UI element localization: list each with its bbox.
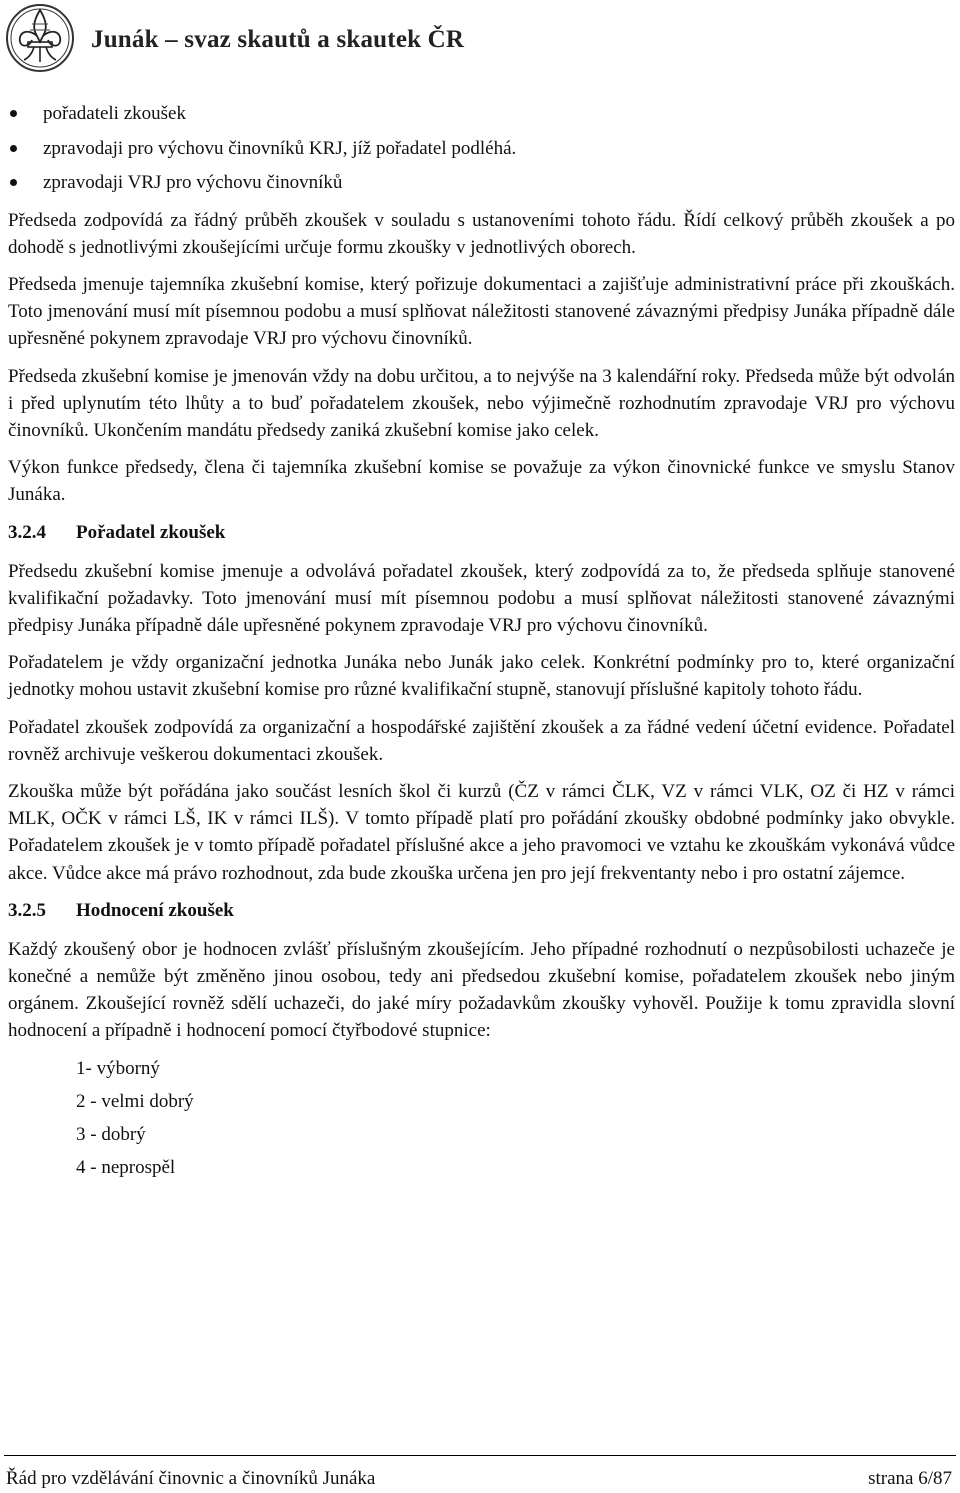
section-title: Pořadatel zkoušek — [76, 521, 226, 543]
paragraph: Každý zkoušený obor je hodnocen zvlášť příslušným zkoušejícím. Jeho případné rozhodnutí o nezpůsobilosti uchazeče je konečné a nemůže být změněno jinou osobou, tedy ani předsedou zkušební komise, pořadatelem zkoušek nebo jiným orgánem. Zkoušející rovněž sdělí uchazeči, do jaké míry požadavkům zkoušky vyhověl. Použije k tomu zpravidla slovní hodnocení a případně i hodnocení pomocí čtyřbodové stupnice: — [8, 938, 955, 1042]
footer-document-title: Řád pro vzdělávání činovnic a činovníků Junáka — [6, 1468, 376, 1489]
list-item: zpravodaji VRJ pro výchovu činovníků — [8, 169, 955, 204]
section-title: Hodnocení zkoušek — [76, 899, 234, 921]
section-number: 3.2.5 — [8, 899, 46, 921]
paragraph: Zkouška může být pořádána jako součást lesních škol či kurzů (ČZ v rámci ČLK, VZ v rámci VLK, OZ či HZ v rámci MLK, OČK v rámci LŠ, IK v rámci ILŠ). V tomto případě platí pro pořádání zkoušky obdobné podmínky jako obvykle. Pořadatelem zkoušek je v tomto případě pořadatel příslušné akce a jeho pravomoci ve vztahu ke zkouškám vykonává vůdce akce. Vůdce akce má právo rozhodnout, zda bude zkouška určena jen pro její frekventanty nebo i pro ostatní zájemce. — [8, 780, 955, 884]
paragraph: Pořadatel zkoušek zodpovídá za organizační a hospodářské zajištění zkoušek a za řádné vedení účetní evidence. Pořadatel rovněž archivuje veškerou dokumentaci zkoušek. — [8, 716, 955, 765]
recipient-list — [8, 100, 955, 204]
header-title: Junák – svaz skautů a skautek ČR — [91, 26, 465, 53]
page-header — [0, 0, 960, 80]
footer-divider — [4, 1455, 956, 1456]
list-item: zpravodaji pro výchovu činovníků KRJ, jíž pořadatel podléhá. — [8, 135, 955, 170]
scale-item: 2 - velmi dobrý — [76, 1090, 194, 1112]
scale-item: 3 - dobrý — [76, 1123, 146, 1145]
paragraph: Výkon funkce předsedy, člena či tajemníka zkušební komise se považuje za výkon činovnické funkce ve smyslu Stanov Junáka. — [8, 457, 955, 506]
paragraph: Předseda zodpovídá za řádný průběh zkoušek v souladu s ustanoveními tohoto řádu. Řídí celkový průběh zkoušek a po dohodě s jednotlivými zkoušejícími určuje formu zkoušky v jednotlivých oborech. — [8, 209, 955, 258]
section-heading-3-2-4 — [8, 519, 955, 546]
list-item: pořadateli zkoušek — [8, 100, 955, 135]
paragraph: Předseda jmenuje tajemníka zkušební komise, který pořizuje dokumentaci a zajišťuje administrativní práce při zkouškách. Toto jmenování musí mít písemnou podobu a musí splňovat náležitosti stanovené závaznými předpisy Junáka případně dále upřesněné pokynem zpravodaje VRJ pro výchovu činovníků. — [8, 273, 955, 350]
paragraph: Předseda zkušební komise je jmenován vždy na dobu určitou, a to nejvýše na 3 kalendářní roky. Předseda může být odvolán i před uplynutím této lhůty a to buď pořadatelem zkoušek, nebo výjimečně rozhodnutím zpravodaje VRJ pro výchovu činovníků. Ukončením mandátu předsedy zaniká zkušební komise jako celek. — [8, 365, 955, 441]
junak-lily-logo-icon — [4, 2, 76, 74]
paragraph: Předsedu zkušební komise jmenuje a odvolává pořadatel zkoušek, který zodpovídá za to, že předseda splňuje stanovené kvalifikační požadavky. Toto jmenování musí mít písemnou podobu a musí splňovat náležitosti stanovené závaznými předpisy Junáka případně dále upřesněné pokynem zpravodaje VRJ pro výchovu činovníků. — [8, 560, 955, 636]
section-heading-3-2-5 — [8, 897, 955, 924]
document-body — [8, 100, 955, 1187]
footer-page-number: strana 6/87 — [868, 1468, 952, 1489]
scale-item: 4 - neprospěl — [76, 1156, 176, 1178]
scale-item: 1- výborný — [76, 1057, 160, 1079]
grading-scale — [76, 1055, 955, 1187]
paragraph: Pořadatelem je vždy organizační jednotka Junáka nebo Junák jako celek. Konkrétní podmínky pro to, které organizační jednotky mohou ustavit zkušební komise pro různé kvalifikační stupně, stanovují příslušné kapitoly tohoto řádu. — [8, 652, 955, 701]
section-number: 3.2.4 — [8, 521, 46, 543]
